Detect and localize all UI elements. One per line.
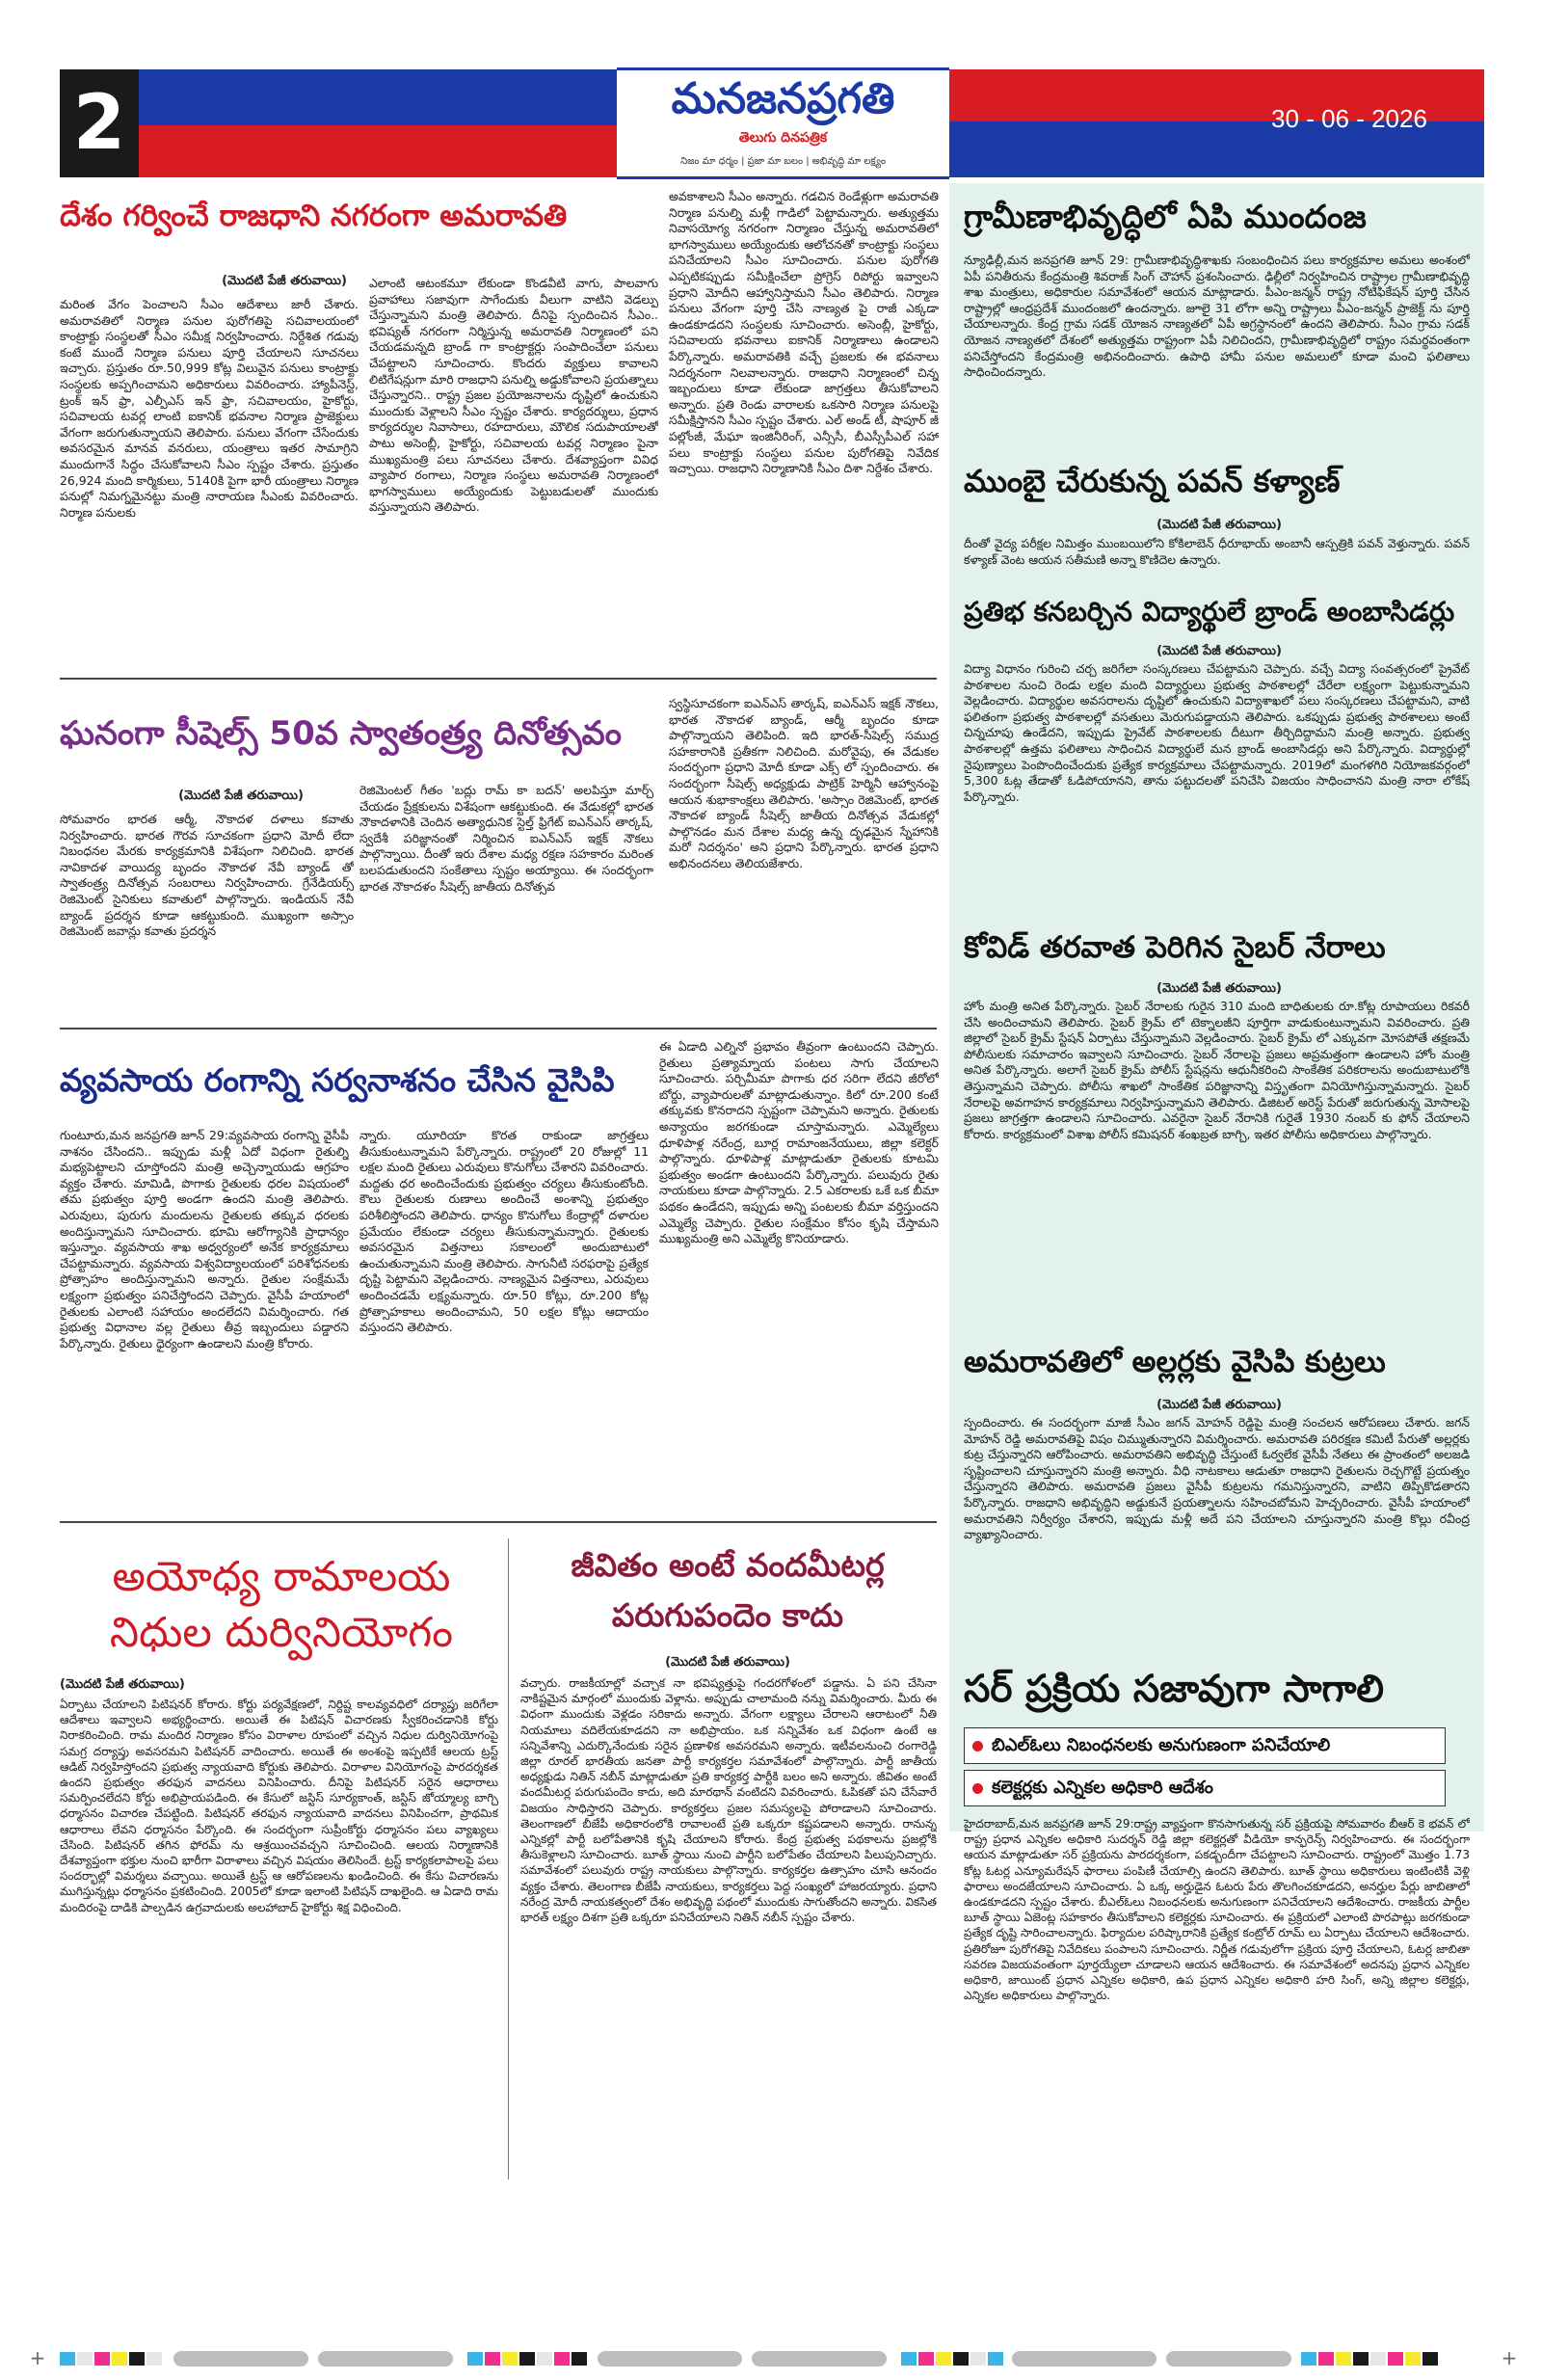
color-swatch: [572, 2352, 587, 2366]
tint-bar: [598, 2351, 742, 2367]
color-swatch: [146, 2352, 162, 2366]
print-color-bar: [0, 2338, 1542, 2380]
color-swatch: [1353, 2352, 1369, 2366]
color-swatch: [554, 2352, 570, 2366]
amaravati-col1: మరింత వేగం పెంచాలని సీఎం ఆదేశాలు జారీ చేశారు. అమరావతిలో నిర్మాణ పనుల పురోగతిపై సచివాలయంలో కాంట్రాక్టు సంస్థలతో సీఎం సమీక్ష నిర్వహించారు. నిర్దేశిత గడువు కంటే ముందే నిర్మాణ పనులు పూర్తి చేయాలని సూచనలు ఇచ్చారు. ప్రస్తుతం రూ.50,999 కోట్ల విలువైన పనులు కాంట్రాక్టు సంస్థలకు అప్పగించామని అధికారులు వివరించారు. హ్యాపీనెస్ట్, ట్రంక్ ఇన్ ఫ్రా, ఎల్పీఎస్ ఇన్ ఫ్రా, సచివాలయం, హైకోర్టు, సచివాలయ టవర్ల లాంటి ఐకానిక్ భవనాల నిర్మాణ ప్రాజెక్టులు వేగంగా జరుగుతున్నాయని తెలిపారు. పనులు వేగంగా చేసేందుకు అవసరమైన మానవ వనరులు, యంత్రాలు ఇతర సామాగ్రిని ముందుగానే సిద్ధం చేసుకోవాలని సీఎం స్పష్టం చేశారు. ప్రస్తుతం 26,924 మంది కార్మికులు, 5140కి పైగా భారీ యంత్రాలు నిర్మాణ పనుల్లో నిమగ్నమైనట్టు మంత్రి నారాయణ సీఎంకు వివరించారు. నిర్మాణ పనులకు: [60, 297, 359, 520]
pawan-body: దీంతో వైద్య పరీక్షల నిమిత్తం ముంబయిలోని కోకిలాబెన్ ధీరూభాయ్ అంబానీ ఆస్పత్రికి పవన్ వెళ్తున్నారు. పవన్ కళ్యాణ్ వెంట ఆయన సతీమణి అన్నా కొణిదెల ఉన్నారు.: [964, 536, 1470, 567]
credit-talent: (మొదటి పేజీ తరువాయి): [1156, 644, 1282, 658]
headline-talent: ప్రతిభ కనబర్చిన విద్యార్థులే బ్రాండ్ అంబాసిడర్లు: [964, 596, 1455, 628]
headline-life-line2: పరుగుపందెం కాదు: [611, 1596, 844, 1634]
tint-bar: [752, 2351, 887, 2367]
credit-pawan: (మొదటి పేజీ తరువాయి): [1156, 518, 1282, 532]
color-swatch: [901, 2352, 917, 2366]
sir-bullet-1-text: బిఎల్ఓలు నిబంధనలకు అనుగుణంగా పనిచేయాలి: [992, 1735, 1331, 1755]
headline-seychelles: ఘనంగా సీషెల్స్ 50వ స్వాతంత్ర్య దినోత్సవం: [60, 714, 622, 753]
agriculture-col1: గుంటూరు,మన జనప్రగతి జూన్ 29:వ్యవసాయ రంగాన్ని వైసీపీ నాశనం చేసిందని.. ఇప్పుడు మళ్లీ ఏదో విధంగా రైతుల్ని మభ్యపెట్టాలని చూస్తోందని మంత్రి అచ్చెన్నాయుడు ఆగ్రహం వ్యక్తం చేశారు. మామిడి, పొగాకు రైతులకు ధరల విషయంలో తమ ప్రభుత్వం పూర్తి అండగా ఉందని మంత్రి తెలిపారు. ఎరువులు, పురుగు మందులను రైతులకు తక్కువ ధరలకు అందిస్తున్నామని సూచించారు. భూమి ఆరోగ్యానికి ప్రాధాన్యం ఇస్తున్నాం. వ్యవసాయ శాఖ అధ్వర్యంలో అనేక కార్యక్రమాలు చేపట్టామన్నారు. వ్యవసాయ విశ్వవిద్యాలయంలో పరిశోధనలకు ప్రోత్సాహం అందిస్తున్నామని అన్నారు. రైతుల సంక్షేమమే లక్ష్యంగా ప్రభుత్వం పనిచేస్తోందని చెప్పారు. వైసీపీ హయాంలో రైతులకు ఎలాంటి సహాయం అందలేదని విమర్శించారు. గత ప్రభుత్వ విధానాల వల్ల రైతులు తీవ్ర ఇబ్బందులు పడ్డారని పేర్కొన్నారు. రైతులు ధైర్యంగా ఉండాలని మంత్రి కోరారు.: [60, 1128, 349, 1350]
color-swatch: [129, 2352, 145, 2366]
color-swatch: [1422, 2352, 1438, 2366]
color-swatch: [953, 2352, 969, 2366]
divider: [60, 1028, 937, 1030]
sir-bullet-2: [964, 1770, 1446, 1806]
color-swatch: [1370, 2352, 1386, 2366]
headline-amaravati-riots: అమరావతిలో అల్లర్లకు వైసిపి కుట్రలు: [964, 1345, 1386, 1379]
color-swatch: [988, 2352, 1003, 2366]
seychelles-col3: స్వస్థిసూచకంగా ఐఎన్ఎస్ తార్కష్, ఐఎన్ఎస్ ఇక్షక్ నౌకలు, భారత నౌకాదళ బ్యాండ్, ఆర్మీ బృందం కూడా పాల్గొన్నాయని తెలిపింది. ఇది భారత్-సీషెల్స్ సముద్ర సహకారానికి ప్రతీకగా నిలిచింది. మరోవైపు, ఈ వేడుకల సందర్భంగా ప్రధాని మోదీ కూడా ఎక్స్ లో స్పందించారు. ఈ సందర్భంగా సీషెల్స్ అధ్యక్షుడు పాట్రిక్ హెర్మినీ ఆహ్వానంపై ఆయన శుభాకాంక్షలు తెలిపారు. 'అస్సాం రెజిమెంట్, భారత నౌకాదళ బ్యాండ్ సీషెల్స్ జాతీయ దినోత్సవ వేడుకల్లో పాల్గొనడం మన దేశాల మధ్య ఉన్న దృఢమైన స్నేహానికి మరో నిదర్శనం' అని ప్రధాని పేర్కొన్నారు. భారత ప్రధాని అభినందనలు తెలియజేశారు.: [669, 696, 939, 870]
divider: [60, 1521, 937, 1523]
color-swatch: [1318, 2352, 1334, 2366]
divider: [60, 678, 937, 680]
color-swatch: [1336, 2352, 1351, 2366]
amaravati-col3: అవకాశాలని సీఎం అన్నారు. గడచిన రెండేళ్లుగా అమరావతి నిర్మాణ పనుల్ని మళ్లీ గాడిలో పెట్టామన్నారు. అత్యుత్తమ నివాసయోగ్య నగరంగా నిర్మాణం చేస్తున్న అమరావతిలో భాగస్వాములు అయ్యేందుకు ఆలోచనతో కాంట్రాక్టు సంస్థలు పనిచేయాలని సీఎం సూచించారు. పనుల పురోగతి ఎప్పటికప్పుడు సమీక్షించేలా ప్రోగ్రెస్ రిపోర్టు ఇవ్వాలని ప్రధాని మోదీని ఆహ్వానిస్తామని సీఎం తెలిపారు. నిర్మాణ పనులు వేగంగా పూర్తి చేసి నాణ్యత పై రాజీ ఎక్కడా ఉండకూడదని సంస్థలకు సూచించారు. అసెంబ్లీ, హైకోర్టు, సచివాలయ భవనాలు ఐకానిక్ నిర్మాణాలు ఉండాలని పేర్కొన్నారు. అమరావతికి వచ్చే ప్రజలకు ఈ భవనాలు నిదర్శనంగా నిలవాలన్నారు. రాజధాని నిర్మాణంలో చిన్న ఇబ్బందులు కూడా లేకుండా జాగ్రత్తలు తీసుకోవాలని అన్నారు. ప్రతి రెండు వారాలకు ఒకసారి నిర్మాణ పనులపై సమీక్షిస్తానని సీఎం స్పష్టం చేశారు. ఎల్ అండ్ టీ, షాపూర్ జీ పల్లోంజీ, మేఘా ఇంజినీరింగ్, ఎన్సీసీ, బీఎస్సీపీఎల్ సహా పలు కాంట్రాక్టు సంస్థలు పనుల పురోగతిపై నివేదిక ఇచ్చాయి. రాజధాని నిర్మాణానికి సీఎం దిశా నిర్దేశం చేశారు.: [669, 189, 939, 476]
headline-ayodhya-line1: అయోధ్య రామాలయ: [112, 1553, 451, 1601]
color-swatch: [1301, 2352, 1316, 2366]
color-swatch: [519, 2352, 535, 2366]
sir-body: హైదరాబాద్,మన జనప్రగతి జూన్ 29:రాష్ట్ర వ్యాప్తంగా కొనసాగుతున్న సర్ ప్రక్రియపై సోమవారం బీఆర్ కె భవన్ లో రాష్ట్ర ప్రధాన ఎన్నికల అధికారి సుదర్శన్ రెడ్డి జిల్లా కలెక్టర్లతో వీడియో కాన్ఫరెన్స్ నిర్వహించారు. ఈ సందర్భంగా ఆయన మాట్లాడుతూ సర్ ప్రక్రియను పారదర్శకంగా, పకడ్బందీగా చేపట్టాలని సూచించారు. రాష్ట్రంలో మొత్తం 1.73 కోట్ల ఓటర్ల ఎన్యూమరేషన్ ఫారాలు పంపిణీ చేయాల్సి ఉందని తెలిపారు. బూత్ స్థాయి అధికారులు ఇంటింటికీ వెళ్లి ఫారాలు అందజేయాలని సూచించారు. ఏ ఒక్క అర్హుడైన ఓటరు పేరు తొలగించకూడదని, అనర్హుల పేర్లు జాబితాలో ఉండకూడదని స్పష్టం చేశారు. బీఎల్ఓలు నిబంధనలకు అనుగుణంగా పనిచేయాలని ఆదేశించారు. రాజకీయ పార్టీల బూత్ స్థాయి ఏజెంట్ల సహకారం తీసుకోవాలని కలెక్టర్లకు సూచించారు. ఈ ప్రక్రియలో ఎలాంటి పొరపాట్లు జరగకుండా ప్రత్యేక దృష్టి సారించాలన్నారు. ఫిర్యాదుల పరిష్కారానికి ప్రత్యేక కంట్రోల్ రూమ్ లు ఏర్పాటు చేయాలని ఆదేశించారు. ప్రతిరోజూ పురోగతిపై నివేదికలు పంపాలని సూచించారు. నిర్ణీత గడువులోగా ప్రక్రియ పూర్తి చేయాలని, ఓటర్ల జాబితా సవరణ విజయవంతంగా పూర్తయ్యేలా చూడాలని ఆయన ఆదేశించారు. ఈ సమావేశంలో అదనపు ప్రధాన ఎన్నికల అధికారి, జాయింట్ ప్రధాన ఎన్నికల అధికారి, ఉప ప్రధాన ఎన్నికల అధికారి హరి సింగ్, అన్ని జిల్లాల కలెక్టర్లు, ఎన్నికల అధికారులు పాల్గొన్నారు.: [964, 1817, 1470, 2003]
sir-bullet-1: [964, 1727, 1446, 1764]
color-swatch: [1388, 2352, 1403, 2366]
headline-sir: సర్ ప్రక్రియ సజావుగా సాగాలి: [964, 1668, 1384, 1711]
agriculture-col2: న్నారు. యూరియా కొరత రాకుండా జాగ్రత్తలు తీసుకుంటున్నామని పేర్కొన్నారు. రాష్ట్రంలో 20 రోజుల్లో 11 లక్షల మంది రైతులు ఎరువులు కొనుగోలు చేశారని వివరించారు. మద్దతు ధర అందించేందుకు ప్రభుత్వం చర్యలు తీసుకుంటోంది. కౌలు రైతులకు రుణాలు అందించే అంశాన్ని ప్రభుత్వం పరిశీలిస్తోందని తెలిపారు. ధాన్యం కొనుగోలు కేంద్రాల్లో దళారుల ప్రమేయం లేకుండా చర్యలు తీసుకున్నామన్నారు. రైతులకు అవసరమైన విత్తనాలు సకాలంలో అందుబాటులో ఉంచుతున్నామని మంత్రి తెలిపారు. సాగునీటి సరఫరాపై ప్రత్యేక దృష్టి పెట్టామని వెల్లడించారు. నాణ్యమైన విత్తనాలు, ఎరువులు అందించడమే లక్ష్యమన్నారు. రూ.50 కోట్లు, రూ.200 కోట్ల ప్రోత్సాహకాలు అందించామని, 50 లక్షల కోట్లు ఆదాయం వస్తుందని తెలిపారు.: [359, 1128, 649, 1335]
color-swatch: [502, 2352, 518, 2366]
amaravati-riots-body: స్పందించారు. ఈ సందర్భంగా మాజీ సీఎం జగన్ మోహన్ రెడ్డిపై మంత్రి సంచలన ఆరోపణలు చేశారు. జగన్ మోహన్ రెడ్డి అమరావతిపై విషం చిమ్ముతున్నారని విమర్శించారు. అమరావతి పరిరక్షణ కమిటీ పేరుతో అల్లర్లకు కుట్ర చేస్తున్నారని ఆరోపించారు. అమరావతిని అభివృద్ధి చేస్తుంటే ఓర్వలేక వైసీపీ నేతలు ఈ ప్రాంతంలో అలజడి సృష్టించాలని చూస్తున్నారని మంత్రి అన్నారు. వీధి నాటకాలు ఆడుతూ రాజధాని రైతులను రెచ్చగొట్టే ప్రయత్నం చేస్తున్నారని తెలిపారు. అమరావతి ప్రజలు వైసీపీ కుట్రలను గమనిస్తున్నారని, వాటిని తిప్పికొడతారని పేర్కొన్నారు. రాజధాని అభివృద్ధిని అడ్డుకునే ప్రయత్నాలను సహించబోమని హెచ్చరించారు. వైసీపీ హయాంలో అమరావతిని నిర్వీర్యం చేశారని, ఇప్పుడు మళ్లీ అదే పని చేయాలని చూస్తున్నారని మంత్రి కొల్లు రవీంద్ర వ్యాఖ్యానించారు.: [964, 1415, 1470, 1542]
color-swatch: [485, 2352, 500, 2366]
headline-agriculture: వ్యవసాయ రంగాన్ని సర్వనాశనం చేసిన వైసిపి: [60, 1061, 615, 1099]
color-swatch: [918, 2352, 934, 2366]
credit-ayodhya: (మొదటి పేజీ తరువాయి): [60, 1677, 185, 1692]
amaravati-col2: ఎలాంటి ఆటంకమూ లేకుండా కొండవీటి వాగు, పాలవాగు ప్రవాహాలు సజావుగా సాగేందుకు వీలుగా వాటిని వెడల్పు చేస్తున్నామని మంత్రి తెలిపారు. దీనిపై స్పందించిన సీఎం.. భవిష్యత్ నగరంగా నిర్మిస్తున్న అమరావతి నిర్మాణంలో పని చేయడమన్నది బ్రాండ్ గా కాంట్రాక్టర్లు సంపాదించేలా పనులు చేపట్టాలని సూచించారు. కొందరు వ్యక్తులు కావాలని లిటిగేషన్లుగా మారి రాజధాని పనుల్ని అడ్డుకోవాలని ప్రయత్నాలు చేస్తున్నారని.. రాష్ట్ర ప్రజల ప్రయోజనాలను దృష్టిలో ఉంచుకుని ముందుకు వెళ్లాలని సీఎం స్పష్టం చేశారు. కార్యదర్శులు, ప్రధాన కార్యదర్శుల నివాసాలు, రహదారులు, మౌలిక సదుపాయాలతో పాటు అసెంబ్లీ, హైకోర్టు, సచివాలయ టవర్ల నిర్మాణం పైనా ముఖ్యమంత్రి పలు సూచనలు చేశారు. దేశవ్యాప్తంగా వివిధ వ్యాపార రంగాలు, నిర్మాణ సంస్థలు అమరావతి నిర్మాణంలో భాగస్వాములు అయ్యేందుకు పెట్టుబడులతో ముందుకు వస్తున్నాయని తెలిపారు.: [369, 276, 658, 515]
tint-bar: [1166, 2351, 1291, 2367]
ayodhya-body: ఏర్పాటు చేయాలని పిటిషనర్ కోరారు. కోర్టు పర్యవేక్షణలో, నిర్దిష్ట కాలవ్యవధిలో దర్యాప్తు జరిగేలా ఆదేశాలు ఇవ్వాలని అభ్యర్థించారు. అయితే ఈ పిటిషన్ విచారణకు స్వీకరించడానికి కోర్టు నిరాకరించింది. రామ మందిర నిర్మాణం కోసం విరాళాల రూపంలో వచ్చిన నిధుల దుర్వినియోగంపై సమగ్ర దర్యాప్తు అవసరమని పిటిషనర్ వాదించారు. అయితే ఈ అంశంపై ఇప్పటికే ఆలయ ట్రస్ట్ ఆడిట్ నిర్వహిస్తోందని ప్రభుత్వ న్యాయవాది కోర్టుకు తెలిపారు. విరాళాల వినియోగంపై పారదర్శకత ఉందని ప్రభుత్వం తరఫున వాదనలు వినిపించారు. దీనిపై పిటిషనర్ సరైన ఆధారాలు సమర్పించలేదని కోర్టు అభిప్రాయపడింది. ఈ కేసులో జస్టిస్ సూర్యకాంత్, జస్టిస్ జోయ్మాల్య బాగ్చి ధర్మాసనం విచారణ చేపట్టింది. పిటిషనర్ తరఫున న్యాయవాది వాదనలు వినిపించగా, ప్రాథమిక ఆధారాలు లేవని ధర్మాసనం పేర్కొంది. ఈ సందర్భంగా సుప్రీంకోర్టు ధర్మాసనం పలు వ్యాఖ్యలు చేసింది. పిటిషనర్ తగిన ఫోరమ్ ను ఆశ్రయించవచ్చని సూచించింది. ఆలయ నిర్మాణానికి దేశవ్యాప్తంగా భక్తుల నుంచి భారీగా విరాళాలు వచ్చిన విషయం తెలిసిందే. ట్రస్ట్ కార్యకలాపాలపై పలు సందర్భాల్లో విమర్శలు వచ్చాయి. అయితే ట్రస్ట్ ఆ ఆరోపణలను ఖండించింది. ఈ కేసు విచారణను ముగిస్తున్నట్లు ధర్మాసనం ప్రకటించింది. 2005లో కూడా ఇలాంటి పిటిషన్ దాఖలైంది. ఆ ఏడాది రామ మందిరంపై దాడికి పాల్పడిన ఉగ్రవాదులకు అలహాబాద్ హైకోర్టు శిక్ష విధించింది.: [60, 1698, 498, 1914]
life-body: వచ్చారు. రాజకీయాల్లో వచ్చాక నా భవిష్యత్తుపై గందరగోళంలో పడ్డాను. ఏ పని చేసినా నాకిష్టమైన మార్గంలో ముందుకు వెళ్లాను. అప్పుడు చాలామంది నన్ను విమర్శించారు. మీరు ఈ విధంగా ముందుకు వెళ్లడం సరికాదు అన్నారు. వేగంగా లక్ష్యాలు చేరాలని ఆరాటంలో నీతి నియమాలు వదిలేయకూడదని నా అభిప్రాయం. ఒక సన్నివేశం ఒక విధంగా ఉంటే ఆ సన్నివేశాన్ని ఎదుర్కొనేందుకు సరైన ప్రణాళిక అవసరమని అన్నారు. ఇటీవలనుంచి రంగారెడ్డి జిల్లా రూరల్ భారతీయ జనతా పార్టీ కార్యకర్తల సమావేశంలో పాల్గొన్నారు. పార్టీ జాతీయ అధ్యక్షుడు నితిన్ నబీన్ మాట్లాడుతూ ప్రతి కార్యకర్త పార్టీకి బలం అని అన్నారు. జీవితం అంటే వందమీటర్ల పరుగుపందెం కాదు, అది మారథాన్ వంటిదని వివరించారు. ఓపికతో పని చేసేవారే విజయం సాధిస్తారని చెప్పారు. కార్యకర్తలు ప్రజల సమస్యలపై పోరాడాలని సూచించారు. తెలంగాణలో బీజేపీ అధికారంలోకి రావాలంటే ప్రతి ఒక్కరూ కష్టపడాలని అన్నారు. రానున్న ఎన్నికల్లో పార్టీ బలోపేతానికి కృషి చేయాలని కోరారు. కేంద్ర ప్రభుత్వ పథకాలను ప్రజల్లోకి తీసుకెళ్లాలని సూచించారు. బూత్ స్థాయి నుంచి పార్టీని బలోపేతం చేయాలని పిలుపునిచ్చారు. సమావేశంలో పలువురు రాష్ట్ర నాయకులు పాల్గొన్నారు. కార్యకర్తల ఉత్సాహం చూసి ఆనందం వ్యక్తం చేశారు. తెలంగాణ బీజేపీ నాయకులు, కార్యకర్తలు పెద్ద సంఖ్యలో హాజరయ్యారు. ప్రధాని నరేంద్ర మోదీ నాయకత్వంలో దేశం అభివృద్ధి పథంలో ముందుకు సాగుతోందని అన్నారు. వికసిత భారత్ లక్ష్యం దిశగా ప్రతి ఒక్కరూ పనిచేయాలని నితిన్ నబీన్ స్పష్టం చేశారు.: [520, 1676, 937, 1925]
headline-amaravati: దేశం గర్వించే రాజధాని నగరంగా అమరావతి: [60, 199, 568, 233]
credit-amaravati-riots: (మొదటి పేజీ తరువాయి): [1156, 1398, 1282, 1412]
talent-body: విద్యా విధానం గురించి చర్చ జరిగేలా సంస్కరణలు చేపట్టామని చెప్పారు. వచ్చే విద్యా సంవత్సరంలో ప్రైవేట్ పాఠశాలల నుంచి రెండు లక్షల మంది విద్యార్థులు ప్రభుత్వ పాఠశాలల్లో చేరేలా లక్ష్యంగా పెట్టుకున్నామని వెల్లడించారు. విద్యార్థుల అవసరాలను దృష్టిలో ఉంచుకుని విద్యాశాఖలో పలు సంస్కరణలు చేపట్టామని, వాటి ఫలితంగా ప్రభుత్వ పాఠశాలల్లో వసతులు మెరుగుపడ్డాయని తెలిపారు. ఒకప్పుడు ప్రభుత్వ పాఠశాలలు అంటే చిన్నచూపు ఉండేదని, ఇప్పుడు ప్రైవేట్ పాఠశాలలకు దీటుగా తీర్చిదిద్దామని మంత్రి అన్నారు. ప్రభుత్వ పాఠశాలల్లో ఉత్తమ ఫలితాలు సాధించిన విద్యార్థులే మన బ్రాండ్ అంబాసిడర్లు అని పేర్కొన్నారు. విద్యార్థుల్లో నైపుణ్యాలు పెంపొందించేందుకు ప్రత్యేక కార్యక్రమాలు చేపట్టామన్నారు. 2019లో మంగళగిరి నియోజకవర్గంలో 5,300 ఓట్ల తేడాతో ఓడిపోయానని, తాను పట్టుదలతో పనిచేసి విజయం సాధించానని మంత్రి నారా లోకేష్ పేర్కొన్నారు.: [964, 661, 1470, 804]
headline-cyber: కోవిడ్ తరవాత పెరిగిన సైబర్ నేరాలు: [964, 930, 1386, 965]
tint-bar: [173, 2351, 308, 2367]
headline-ayodhya-line2: నిధుల దుర్వినియోగం: [109, 1609, 454, 1657]
sir-bullet-2-text: కలెక్టర్లకు ఎన్నికల అధికారి ఆదేశం: [992, 1778, 1213, 1798]
color-swatch: [112, 2352, 127, 2366]
seychelles-col1: సోమవారం భారత ఆర్మీ, నౌకాదళ దళాలు కవాతు నిర్వహించారు. భారత గౌరవ సూచకంగా ప్రధాని మోదీ లేదా నిబంధనల మేరకు కార్యక్రమానికి విశేషంగా నిలిచింది. భారత నావికాదళ వాయిద్య బృందం నౌకాదళ నేవీ బ్యాండ్ తో స్వాతంత్ర్య దినోత్సవ సంబరాలు నిర్వహించారు. గ్రేనేడియర్స్ రెజిమెంట్ సైనికులు కవాతులో పాల్గొన్నారు. ఇండియన్ నేవీ బ్యాండ్ ప్రదర్శన కూడా ఆకట్టుకుంది. ముఖ్యంగా అస్సాం రెజిమెంట్ జవాన్లు కవాతు ప్రదర్శన: [60, 812, 354, 939]
masthead-left-bar: [60, 69, 619, 177]
logo-title: మనజనప్రగతి: [671, 74, 895, 123]
credit-seychelles: (మొదటి పేజీ తరువాయి): [178, 789, 304, 803]
color-swatch: [537, 2352, 552, 2366]
seychelles-col2: రెజిమెంటల్ గీతం 'బద్లు రామ్ కా బదన్' అలపిస్తూ మార్చ్ చేయడం ప్రేక్షకులను విశేషంగా ఆకట్టుకుంది. ఈ వేడుకల్లో భారత నౌకాదళానికి చెందిన అత్యాధునిక స్టెల్త్ ఫ్రిగేట్ ఐఎన్ఎస్ తార్కష్, స్వదేశీ పరిజ్ఞానంతో నిర్మించిన ఐఎన్ఎస్ ఇక్షక్ నౌకలు పాల్గొన్నాయి. దీంతో ఇరు దేశాల మధ్య రక్షణ సహకారం మరింత బలపడుతుందని సంకేతాలు స్పష్టం అయ్యాయి. ఈ సందర్భంగా భారత నౌకాదళం సీషెల్స్ జాతీయ దినోత్సవ: [359, 783, 653, 894]
headline-rural: గ్రామీణాభివృద్ధిలో ఏపి ముందంజ: [964, 198, 1367, 235]
credit-amaravati: (మొదటి పేజీ తరువాయి): [222, 274, 347, 288]
color-swatch: [1405, 2352, 1421, 2366]
agriculture-col3: ఈ ఏడాది ఎల్నినో ప్రభావం తీవ్రంగా ఉంటుందని చెప్పారు. రైతులు ప్రత్యామ్నాయ పంటలు సాగు చేయాలని సూచించారు. పర్చిమీమా పొగాకు ధర సరిగా లేదని జీరోలో బోర్డు, వ్యాపారులతో మాట్లాడుతున్నాం. కిలో రూ.200 కంటే తక్కువకు కొనరాదని స్పష్టంగా చెప్పామని అన్నారు. రైతులకు అన్యాయం జరగకుండా చూస్తామన్నారు. ఎమ్మెల్యేలు ధూళిపాళ్ల నరేంద్ర, బూర్ల రామాంజనేయులు, జిల్లా కలెక్టర్ పాల్గొన్నారు. ధూళిపాళ్ల మాట్లాడుతూ రైతులకు కూటమి ప్రభుత్వం అండగా ఉంటుందని పేర్కొన్నారు. పలువురు రైతు నాయకులు కూడా పాల్గొన్నారు. 2.5 ఎకరాలకు ఒకే ఒక బీమా పథకం ఉండేదని, ఇప్పుడు అన్ని పంటలకు బీమా వర్తిస్తుందని ఎమ్మెల్యే చెప్పారు. రైతుల సంక్షేమం కోసం కృషి చేస్తామని ముఖ్యమంత్రి అని ఎమ్మెల్యే కొనియాడారు.: [659, 1039, 939, 1246]
tint-bar: [1012, 2351, 1156, 2367]
credit-life: (మొదటి పేజీ తరువాయి): [665, 1655, 790, 1670]
page-number: 2: [60, 69, 139, 177]
color-swatch: [94, 2352, 110, 2366]
logo-tagline: నిజం మా ధర్మం | ప్రజా మా బలం | అభివృద్ధి మా లక్ష్యం: [680, 156, 886, 167]
color-swatch: [467, 2352, 483, 2366]
color-swatch: [936, 2352, 951, 2366]
credit-cyber: (మొదటి పేజీ తరువాయి): [1156, 981, 1282, 996]
headline-life-line1: జీవితం అంటే వందమీటర్ల: [571, 1546, 885, 1584]
headline-pawan: ముంబై చేరుకున్న పవన్ కళ్యాణ్: [964, 463, 1341, 499]
logo-subtitle: తెలుగు దినపత్రిక: [738, 130, 828, 146]
tint-bar: [318, 2351, 453, 2367]
registration-mark-icon: +: [1501, 2346, 1518, 2369]
column-divider: [508, 1538, 509, 2179]
color-swatch: [970, 2352, 986, 2366]
color-swatch: [60, 2352, 75, 2366]
newspaper-logo: [617, 67, 949, 179]
masthead: [0, 0, 1542, 178]
issue-date: 30 - 06 - 2026: [1271, 104, 1427, 133]
registration-mark-icon: +: [29, 2346, 46, 2369]
color-swatch: [77, 2352, 93, 2366]
rural-body: న్యూఢిల్లీ,మన జనప్రగతి జూన్ 29: గ్రామీణాభివృద్ధిశాఖకు సంబంధించిన పలు కార్యక్రమాల అమలు అంశంలో ఏపీ పనితీరును కేంద్రమంత్రి శివరాజ్ సింగ్ చౌహాన్ ప్రశంసించారు. ఢిల్లీలో నిర్వహించిన రాష్ట్రాల గ్రామీణాభివృద్ధి శాఖ మంత్రులు, అధికారుల సమావేశంలో ఆయన మాట్లాడారు. పీఎం-జన్మన్ రాష్ట్ర నోటిఫికేషన్ పూర్తి చేసిన రాష్ట్రాల్లో ఆంధ్రప్రదేశ్ ముందంజలో ఉందన్నారు. జూలై 31 లోగా అన్ని రాష్ట్రాలు పీఎం-జన్మన్ ప్రాజెక్ట్ ను పూర్తి చేయాలన్నారు. కేంద్ర గ్రామ సడక్ యోజన నాణ్యతలో ఏపీ అగ్రస్థానంలో ఉందని తెలిపారు. సీఎం గ్రామ సడక్ యోజన నాణ్యతలో దేశంలో అత్యుత్తమ రాష్ట్రంగా ఏపీ నిలిచిందని, గ్రామీణాభివృద్ధిలో రాష్ట్రం సమర్థవంతంగా పనిచేస్తోందని కేంద్రమంత్రి అభినందించారు. ఉపాధి హామీ పనుల అమలులో కూడా మంచి ఫలితాలు సాధించిందన్నారు.: [964, 253, 1470, 380]
cyber-body: హోం మంత్రి అనిత పేర్కొన్నారు. సైబర్ నేరాలకు గురైన 310 మంది బాధితులకు రూ.కోట్ల రూపాయలు రికవరీ చేసి అందించామని తెలిపారు. సైబర్ క్రైమ్ లో టెక్నాలజీని పూర్తిగా వాడుకుంటున్నామని వివరించారు. ప్రతి జిల్లాలో సైబర్ క్రైమ్ స్టేషన్ ఏర్పాటు చేస్తున్నామని వెల్లడించారు. సైబర్ క్రైమ్ లో ఎక్కువగా మోసపోతే తక్షణమే పోలీసులకు సమాచారం ఇవ్వాలని సూచించారు. సైబర్ నేరాలపై ప్రజలు అప్రమత్తంగా ఉండాలని హోం మంత్రి అనిత పేర్కొన్నారు. అలాగే సైబర్ క్రైమ్ పోలీస్ స్టేషన్లను ఆధునీకరించి సాంకేతిక పరికరాలను అందుబాటులోకి తెస్తున్నామని చెప్పారు. పోలీసు శాఖలో సాంకేతిక పరిజ్ఞానాన్ని విస్తృతంగా వినియోగిస్తున్నామన్నారు. సైబర్ నేరాలపై అవగాహన కార్యక్రమాలు నిర్వహిస్తున్నామని తెలిపారు. డిజిటల్ అరెస్ట్ పేరుతో జరుగుతున్న మోసాలపై ప్రజలు జాగ్రత్తగా ఉండాలని సూచించారు. ఎవరైనా సైబర్ నేరానికి గురైతే 1930 నంబర్ కు ఫోన్ చేయాలని కోరారు. కార్యక్రమంలో విశాఖ పోలీస్ కమిషనర్ శంఖబ్రత బాగ్చి, ఇతర పోలీసు అధికారులు పాల్గొన్నారు.: [964, 999, 1470, 1141]
